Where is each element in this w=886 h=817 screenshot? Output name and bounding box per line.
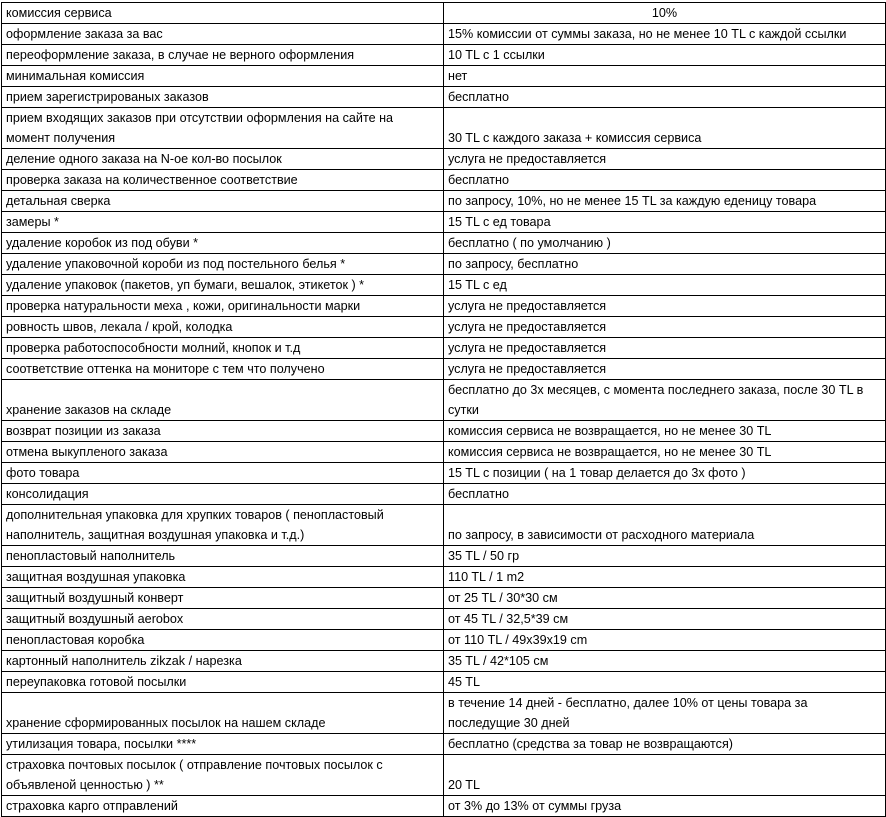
service-name-cell: проверка заказа на количественное соответствие (2, 170, 444, 191)
table-row (2, 588, 886, 609)
service-name-cell: хранение сформированных посылок на нашем складе (2, 693, 444, 734)
service-price-cell: 10% (444, 3, 886, 24)
service-name-cell: комиссия сервиса (2, 3, 444, 24)
table-row (2, 672, 886, 693)
table-row (2, 191, 886, 212)
service-name-cell: ровность швов, лекала / крой, колодка (2, 317, 444, 338)
service-price-cell: 35 TL / 50 гр (444, 546, 886, 567)
service-price-cell: услуга не предоставляется (444, 317, 886, 338)
service-price-cell: 15 TL с позиции ( на 1 товар делается до 3х фото ) (444, 463, 886, 484)
service-name-cell: возврат позиции из заказа (2, 421, 444, 442)
service-name-cell: страховка карго отправлений (2, 796, 444, 817)
service-name-cell: фото товара (2, 463, 444, 484)
service-price-cell: по запросу, в зависимости от расходного материала (444, 505, 886, 546)
service-name-cell: картонный наполнитель zikzak / нарезка (2, 651, 444, 672)
table-row (2, 212, 886, 233)
service-price-cell: 35 TL / 42*105 см (444, 651, 886, 672)
service-price-cell: нет (444, 66, 886, 87)
service-name-cell: проверка натуральности меха , кожи, оригинальности марки (2, 296, 444, 317)
service-name-cell: удаление коробок из под обуви * (2, 233, 444, 254)
service-name-cell: минимальная комиссия (2, 66, 444, 87)
service-name-cell: отмена выкупленого заказа (2, 442, 444, 463)
service-name-cell: защитный воздушный aerobox (2, 609, 444, 630)
table-row (2, 380, 886, 421)
service-price-cell: комиссия сервиса не возвращается, но не менее 30 TL (444, 442, 886, 463)
service-price-cell: 15 TL с ед (444, 275, 886, 296)
service-price-cell: по запросу, 10%, но не менее 15 TL за каждую еденицу товара (444, 191, 886, 212)
service-price-table (1, 2, 886, 817)
service-name-cell: детальная сверка (2, 191, 444, 212)
table-row (2, 108, 886, 149)
service-name-cell: деление одного заказа на N-ое кол-во посылок (2, 149, 444, 170)
service-name-cell: консолидация (2, 484, 444, 505)
service-name-cell: пенопластовая коробка (2, 630, 444, 651)
table-row (2, 254, 886, 275)
service-name-cell: оформление заказа за вас (2, 24, 444, 45)
service-name-cell: проверка работоспособности молний, кнопок и т.д (2, 338, 444, 359)
table-row (2, 66, 886, 87)
service-name-cell: хранение заказов на складе (2, 380, 444, 421)
service-price-cell: бесплатно (444, 170, 886, 191)
service-name-cell: страховка почтовых посылок ( отправление почтовых посылок с объявленой ценностью ) ** (2, 755, 444, 796)
service-name-cell: прием входящих заказов при отсутствии оформления на сайте на момент получения (2, 108, 444, 149)
service-price-cell: 30 TL с каждого заказа + комиссия сервиса (444, 108, 886, 149)
service-name-cell: защитный воздушный конверт (2, 588, 444, 609)
service-name-cell: прием зарегистрированых заказов (2, 87, 444, 108)
table-row (2, 567, 886, 588)
table-body (2, 3, 886, 817)
service-name-cell: переупаковка готовой посылки (2, 672, 444, 693)
service-price-cell: бесплатно (средства за товар не возвращаются) (444, 734, 886, 755)
table-row (2, 546, 886, 567)
table-row (2, 170, 886, 191)
service-name-cell: пенопластовый наполнитель (2, 546, 444, 567)
service-price-cell: услуга не предоставляется (444, 338, 886, 359)
service-name-cell: утилизация товара, посылки **** (2, 734, 444, 755)
service-price-cell: бесплатно (444, 87, 886, 108)
service-price-cell: услуга не предоставляется (444, 149, 886, 170)
service-name-cell: защитная воздушная упаковка (2, 567, 444, 588)
table-row (2, 693, 886, 734)
service-price-cell: от 25 TL / 30*30 см (444, 588, 886, 609)
table-row (2, 317, 886, 338)
table-row (2, 651, 886, 672)
table-row (2, 796, 886, 817)
service-price-cell: комиссия сервиса не возвращается, но не менее 30 TL (444, 421, 886, 442)
service-price-cell: 10 TL с 1 ссылки (444, 45, 886, 66)
table-row (2, 3, 886, 24)
service-name-cell: замеры * (2, 212, 444, 233)
service-name-cell: дополнительная упаковка для хрупких товаров ( пенопластовый наполнитель, защитная воздушная упаковка и т.д.) (2, 505, 444, 546)
table-row (2, 87, 886, 108)
service-price-cell: от 110 TL / 49x39x19 cm (444, 630, 886, 651)
table-row (2, 505, 886, 546)
table-row (2, 484, 886, 505)
service-price-cell: 20 TL (444, 755, 886, 796)
table-row (2, 24, 886, 45)
service-name-cell: соответствие оттенка на мониторе с тем что получено (2, 359, 444, 380)
table-row (2, 149, 886, 170)
service-name-cell: удаление упаковочной короби из под постельного белья * (2, 254, 444, 275)
table-row (2, 442, 886, 463)
table-row (2, 463, 886, 484)
table-row (2, 755, 886, 796)
table-row (2, 421, 886, 442)
table-row (2, 338, 886, 359)
service-name-cell: переоформление заказа, в случае не верного оформления (2, 45, 444, 66)
service-price-cell: 45 TL (444, 672, 886, 693)
service-price-cell: в течение 14 дней - бесплатно, далее 10% от цены товара за последущие 30 дней (444, 693, 886, 734)
table-row (2, 609, 886, 630)
table-row (2, 630, 886, 651)
service-price-cell: услуга не предоставляется (444, 296, 886, 317)
table-row (2, 45, 886, 66)
service-price-cell: 15 TL с ед товара (444, 212, 886, 233)
service-price-cell: 15% комиссии от суммы заказа, но не менее 10 TL с каждой ссылки (444, 24, 886, 45)
service-price-cell: бесплатно ( по умолчанию ) (444, 233, 886, 254)
service-name-cell: удаление упаковок (пакетов, уп бумаги, вешалок, этикеток ) * (2, 275, 444, 296)
service-price-cell: бесплатно (444, 484, 886, 505)
table-row (2, 359, 886, 380)
service-price-cell: услуга не предоставляется (444, 359, 886, 380)
table-row (2, 275, 886, 296)
table-row (2, 233, 886, 254)
table-row (2, 734, 886, 755)
service-price-cell: по запросу, бесплатно (444, 254, 886, 275)
service-price-cell: от 3% до 13% от суммы груза (444, 796, 886, 817)
table-row (2, 296, 886, 317)
service-price-cell: 110 TL / 1 m2 (444, 567, 886, 588)
service-price-cell: бесплатно до 3х месяцев, с момента последнего заказа, после 30 TL в сутки (444, 380, 886, 421)
service-price-cell: от 45 TL / 32,5*39 см (444, 609, 886, 630)
